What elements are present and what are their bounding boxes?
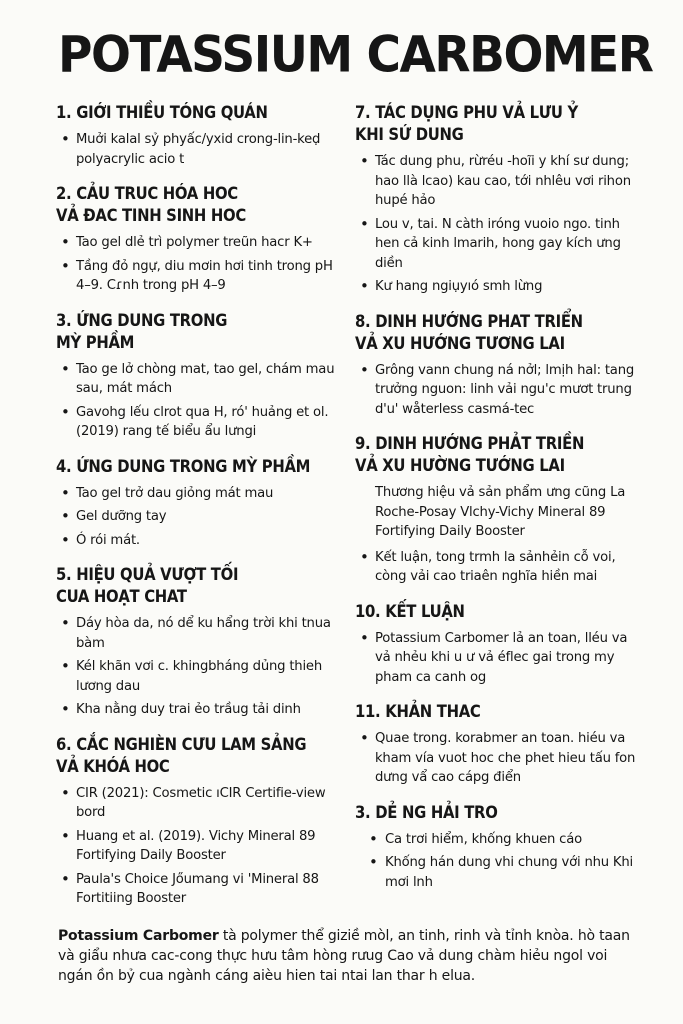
bullet-item: • Quae trong. korabmer an toan. hiéu va kham vía vuot hoc che phet hieu tấu fon dưng vẩ cao cápg điển bbox=[355, 729, 645, 788]
section-heading: 3. ỨNG DUNG TRONG MỲ PHẦM bbox=[56, 310, 228, 352]
section bbox=[355, 701, 645, 788]
bullet-list bbox=[56, 233, 341, 296]
section bbox=[355, 802, 645, 893]
section bbox=[56, 310, 341, 442]
bullet-list bbox=[56, 360, 341, 442]
section bbox=[56, 102, 341, 169]
section-heading: 2. CẢU TRUC HÓA HOC VẢ ĐAC TINH SINH HOC bbox=[56, 184, 246, 225]
bullet-item: • Tầng đỏ ngự, diu mơin hơi tinh trong pH 4–9. Cɾnh trong pH 4–9 bbox=[56, 257, 341, 296]
bullet-item: • Paula's Choice Jőumang vi 'Mineral 88 Fortitiing Booster bbox=[56, 870, 341, 909]
bullet-list bbox=[355, 548, 645, 587]
bullet-list bbox=[355, 830, 645, 893]
section-heading: 10. KẾT LUẬN bbox=[355, 601, 465, 621]
summary-text: tà polymer thể giziề mòl, an tinh, rinh và tỉnh knòa. hò taan và giẩu nhưa cac-cong thực hưu tâm hòng rưug Cao vả dung chàm hiẻu ngol voi ngán ồn bỷ cua ngành cáng aièu hien tai ntai lan thar h elua. bbox=[58, 928, 630, 984]
bullet-item: • Potassium Carbomer lả an toan, lléu va vả nhẻu khi u ư vả éflec gai trong my pham ca canh og bbox=[355, 629, 645, 688]
summary-bold-term: Potassium Carbomer bbox=[58, 928, 219, 944]
section-heading: 11. KHẢN THAC bbox=[355, 702, 481, 721]
bullet-list bbox=[355, 629, 645, 688]
bullet-item: • Grông vann chung ná nởl; lmịh hal: tang trưởng nguon: linh vải ngu'c mươt trung d'u' wåterless casmá-tec bbox=[355, 361, 645, 420]
bullet-item: • Tao ge lở chòng mat, tao gel, chám mau sau, mát mách bbox=[56, 360, 341, 399]
section-paragraph: Thương hiệu vả sản phẩm ưng cũng La Roche-Posay Vlchy-Vichy Mineral 89 Fortifying Daily Booster bbox=[375, 485, 626, 539]
bullet-item: • Ca trơi hiểm, khống khuen cáo bbox=[355, 830, 645, 850]
section bbox=[355, 311, 645, 420]
bullet-item: • Kết luận, tong trmh la sảnhẻin cỗ voi, còng vải cao triaên nghĩa hiền mai bbox=[355, 548, 645, 587]
bullet-item: • Lou v, tai. N càth iróng vuoio ngo. tinh hen cả kinh lmarih, hong gay kích ưng diền bbox=[355, 215, 645, 274]
section bbox=[56, 564, 341, 720]
bullet-list bbox=[56, 484, 341, 551]
section-heading: 8. DINH HƯỚNG PHAT TRIỂN VẢ XU HƯỚNG TƯƠNG LAI bbox=[355, 311, 583, 353]
section-heading: 3. DẺ NG HẢI TRO bbox=[355, 802, 498, 822]
bullet-item: • Tao gel dlẻ trì polymer treũn hacr K+ bbox=[56, 233, 341, 253]
section bbox=[56, 456, 341, 551]
document-title: POTASSIUM CARBOMER bbox=[58, 25, 653, 85]
bullet-item: • Kha nằng duy trai ẻo trầug tải dinh bbox=[56, 700, 341, 720]
bullet-item: • Ó rói mát. bbox=[56, 531, 341, 551]
bullet-item: • CIR (2021): Cosmetic ıCIR Certifie-view bord bbox=[56, 784, 341, 823]
section bbox=[355, 601, 645, 688]
section bbox=[56, 183, 341, 296]
right-column bbox=[355, 102, 645, 906]
bullet-item: • Kư hang ngiụyıó smh lừng bbox=[355, 277, 645, 297]
summary-paragraph bbox=[58, 926, 643, 986]
section-heading: 6. CẮC NGHIÈN CƯU LAM SẢNG VẢ KHÓÁ HOC bbox=[56, 734, 307, 776]
bullet-item: • Muởi kalal sỷ phyấc/yxid crong-lin-keḍ polyacrylic acio t bbox=[56, 130, 341, 169]
bullet-item: • Khống hán dung vhi chung với nhu Khi mơi lnh bbox=[355, 853, 645, 892]
section-heading: 5. HIỆU QUẢ VƯỢT TỐI CUA HOẠT CHAT bbox=[56, 565, 239, 606]
bullet-item: • Gel dưỡng tay bbox=[56, 507, 341, 527]
section-heading: 9. DINH HƯỚNG PHẢT TRIỀN VẢ XU HƯỜNG TƯỚNG LAI bbox=[355, 434, 585, 475]
section bbox=[355, 102, 645, 297]
left-column bbox=[56, 102, 341, 923]
section-heading: 1. GIỚI THIỀU TÓNG QUÁN bbox=[56, 103, 268, 122]
section-heading: 4. ỨNG DUNG TRONG MỲ PHẦM bbox=[56, 456, 311, 476]
bullet-list bbox=[56, 130, 341, 169]
bullet-list bbox=[355, 361, 645, 420]
bullet-list bbox=[355, 729, 645, 788]
bullet-item: • Dáy hòa da, nó dể ku hẩng trời khi tnua bàm bbox=[56, 614, 341, 653]
section-heading: 7. TÁC DỤNG PHU VẢ LƯU Ỷ KHI SỨ DUNG bbox=[355, 103, 578, 144]
bullet-list bbox=[56, 784, 341, 909]
bullet-item: • Huang et al. (2019). Vichy Mineral 89 Fortifying Daily Booster bbox=[56, 827, 341, 866]
bullet-item: • Gavohg lếu clrot qua H, ró' huảng et ol. (2019) rang tế biểu ẩu lưngi bbox=[56, 403, 341, 442]
bullet-list bbox=[355, 152, 645, 297]
bullet-item: • Tao gel trở dau giỏng mát mau bbox=[56, 484, 341, 504]
bullet-item: • Tác dung phu, rừréu -hoĩi y khí sư dung; hao llà lcao) kau cao, tới nhlêu vơi rihon hupé hảo bbox=[355, 152, 645, 211]
bullet-item: • Kél khãn vơi c. khingbháng dủng thieh lương dau bbox=[56, 657, 341, 696]
bullet-list bbox=[56, 614, 341, 720]
section bbox=[355, 433, 645, 587]
section bbox=[56, 734, 341, 909]
